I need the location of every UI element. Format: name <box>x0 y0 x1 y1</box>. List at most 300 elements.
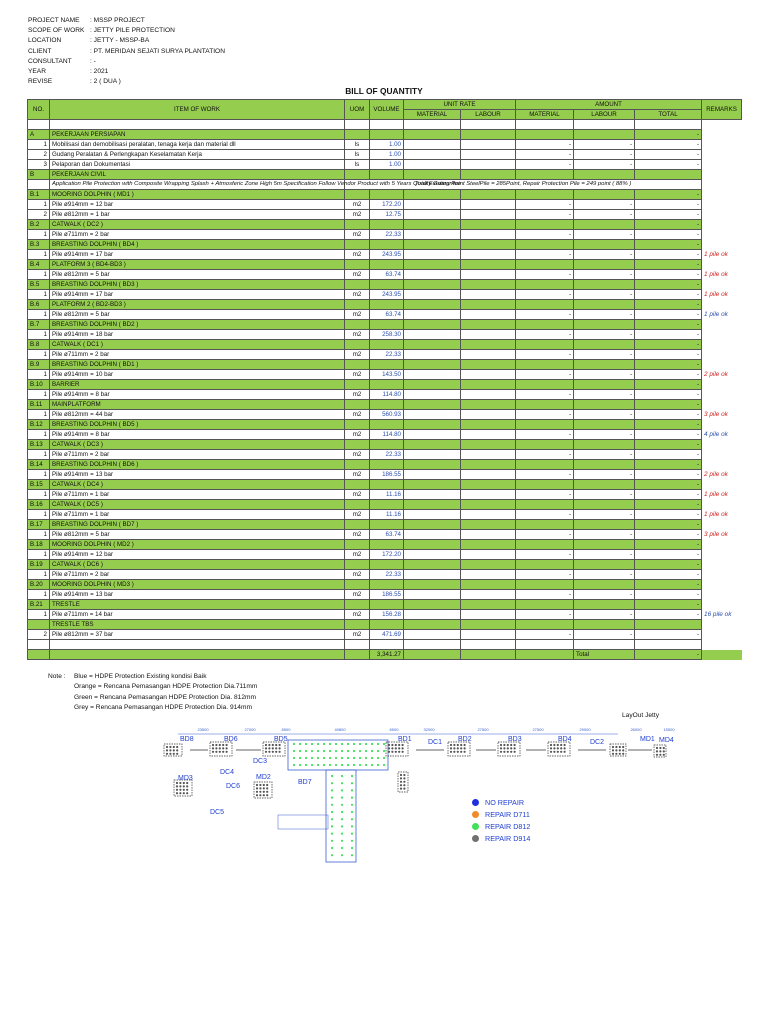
section-no: B.4 <box>28 260 50 270</box>
section-cell <box>516 520 574 530</box>
remarks-cell <box>702 500 742 510</box>
structure-label: BD4 <box>558 736 572 743</box>
amount-total: - <box>635 530 702 540</box>
amount-material: - <box>516 470 574 480</box>
section-cell <box>574 600 635 610</box>
item-volume: 156.28 <box>370 610 404 620</box>
pile-dot <box>365 757 367 759</box>
pile-dot <box>553 751 555 753</box>
blank-cell <box>516 640 574 650</box>
spec-text: Application Pile Protection with Composite Wrapping Splash + Atmosferic Zone High 5m Specification Follow Vendor Product with 5 Years Quality Guarantee <box>50 180 345 190</box>
pile-dot <box>311 750 313 752</box>
item-uom: m2 <box>345 450 370 460</box>
pile-dot <box>663 754 665 756</box>
structure-label: BD3 <box>508 736 522 743</box>
section-cell <box>370 600 404 610</box>
pile-dot <box>305 757 307 759</box>
pile-dot <box>377 750 379 752</box>
section-cell <box>461 380 516 390</box>
section-title: BREASTING DOLPHIN ( BD5 ) <box>50 420 345 430</box>
remarks-cell <box>702 120 742 130</box>
pile-dot <box>299 764 301 766</box>
section-no: A <box>28 130 50 140</box>
item-no: 1 <box>28 330 50 340</box>
amount-labour: - <box>574 530 635 540</box>
col-rate-material: MATERIAL <box>404 110 461 120</box>
amount-material: - <box>516 160 574 170</box>
section-cell <box>345 500 370 510</box>
pile-dot <box>663 750 665 752</box>
pile-dot <box>259 787 261 789</box>
pile-dot <box>275 747 277 749</box>
section-no: B.15 <box>28 480 50 490</box>
rate-labour <box>461 310 516 320</box>
legend-item <box>472 808 530 820</box>
section-cell <box>574 340 635 350</box>
pile-dot <box>612 749 614 751</box>
remarks-cell <box>702 600 742 610</box>
section-cell <box>404 400 461 410</box>
pile-dot <box>347 750 349 752</box>
amount-total: - <box>635 490 702 500</box>
item-no: 1 <box>28 550 50 560</box>
section-cell <box>370 360 404 370</box>
pile-dot <box>263 784 265 786</box>
section-cell <box>345 280 370 290</box>
pile-dot <box>173 746 175 748</box>
remarks-cell <box>702 480 742 490</box>
header-key: REVISE <box>28 78 53 86</box>
pile-dot <box>353 750 355 752</box>
section-cell <box>574 280 635 290</box>
note-line <box>48 682 257 692</box>
section-cell <box>574 320 635 330</box>
section-cell <box>516 300 574 310</box>
amount-material: - <box>516 270 574 280</box>
table-row <box>28 150 742 160</box>
amount-labour: - <box>574 430 635 440</box>
item-volume: 114.80 <box>370 390 404 400</box>
section-cell <box>516 500 574 510</box>
pile-dot <box>615 746 617 748</box>
pile-dot <box>329 743 331 745</box>
rate-labour <box>461 510 516 520</box>
pile-dot <box>331 811 333 813</box>
section-cell <box>574 440 635 450</box>
section-total: - <box>635 360 702 370</box>
rate-material <box>404 430 461 440</box>
pile-dot <box>305 750 307 752</box>
rate-labour <box>461 160 516 170</box>
section-cell <box>516 620 574 630</box>
remarks-cell <box>702 130 742 140</box>
col-no: NO. <box>28 100 50 120</box>
item-description: Pile ø711mm = 2 bar <box>50 450 345 460</box>
item-volume: 471.69 <box>370 630 404 640</box>
note-line <box>48 703 257 713</box>
pile-dot <box>395 744 397 746</box>
item-volume: 143.50 <box>370 370 404 380</box>
blank-cell <box>574 640 635 650</box>
section-cell <box>516 540 574 550</box>
amount-labour: - <box>574 470 635 480</box>
section-cell <box>461 190 516 200</box>
section-row <box>28 170 742 180</box>
section-total: - <box>635 380 702 390</box>
section-cell <box>404 300 461 310</box>
rate-material <box>404 550 461 560</box>
amount-material: - <box>516 140 574 150</box>
pile-dot <box>450 744 452 746</box>
rate-material <box>404 490 461 500</box>
pile-dot <box>353 764 355 766</box>
pile-dot <box>266 794 268 796</box>
pile-dot <box>371 750 373 752</box>
item-description: Pile ø711mm = 2 bar <box>50 570 345 580</box>
pile-dot <box>335 757 337 759</box>
section-cell <box>345 260 370 270</box>
header-key: PROJECT NAME <box>28 17 80 24</box>
pile-dot <box>341 811 343 813</box>
amount-labour: - <box>574 630 635 640</box>
section-cell <box>404 620 461 630</box>
section-cell <box>516 440 574 450</box>
legend-label: NO REPAIR <box>485 797 525 807</box>
blank-cell <box>28 640 50 650</box>
section-no: B.1 <box>28 190 50 200</box>
amount-total: - <box>635 510 702 520</box>
rate-material <box>404 610 461 620</box>
item-description: Gudang Peralatan & Perlengkapan Keselamatan Kerja <box>50 150 345 160</box>
table-row <box>28 330 742 340</box>
pile-dot <box>279 744 281 746</box>
dimension-label: 27500 <box>532 727 544 732</box>
section-total: - <box>635 600 702 610</box>
pile-dot <box>550 751 552 753</box>
section-cell <box>461 320 516 330</box>
pile-dot <box>341 818 343 820</box>
rate-labour <box>461 570 516 580</box>
item-description: Pile ø914mm = 17 bar <box>50 250 345 260</box>
pile-dot <box>341 833 343 835</box>
section-title: MAINPLATFORM <box>50 400 345 410</box>
section-cell <box>574 130 635 140</box>
pile-dot <box>400 774 402 776</box>
amount-labour: - <box>574 160 635 170</box>
section-cell <box>345 620 370 630</box>
header-row <box>28 36 388 46</box>
pile-dot <box>173 749 175 751</box>
section-cell <box>461 170 516 180</box>
legend-dot-icon <box>472 835 479 842</box>
section-cell <box>574 620 635 630</box>
section-cell <box>370 440 404 450</box>
pile-dot <box>659 747 661 749</box>
remarks-cell: 4 pile ok <box>704 431 728 438</box>
section-cell <box>345 560 370 570</box>
notes <box>48 672 257 714</box>
table-row <box>28 140 742 150</box>
pile-dot <box>256 787 258 789</box>
pile-dot <box>215 751 217 753</box>
section-no: B.3 <box>28 240 50 250</box>
col-amount: AMOUNT <box>516 100 702 110</box>
section-cell <box>516 600 574 610</box>
table-row <box>28 210 742 220</box>
section-row <box>28 300 742 310</box>
amount-material: - <box>516 610 574 620</box>
pile-dot <box>268 744 270 746</box>
pile-dot <box>403 784 405 786</box>
section-total: - <box>635 540 702 550</box>
pile-dot <box>359 743 361 745</box>
item-no: 1 <box>28 270 50 280</box>
pile-dot <box>317 743 319 745</box>
pile-dot <box>359 764 361 766</box>
item-description: Pile ø914mm = 17 bar <box>50 290 345 300</box>
amount-material: - <box>516 530 574 540</box>
pile-dot <box>453 751 455 753</box>
remarks-cell <box>702 390 742 400</box>
item-volume: 243.95 <box>370 250 404 260</box>
rate-material <box>404 210 461 220</box>
section-cell <box>370 220 404 230</box>
total-volume: 3,341.27 <box>370 650 404 660</box>
pile-dot <box>391 751 393 753</box>
amount-total: - <box>635 570 702 580</box>
section-cell <box>574 190 635 200</box>
pile-dot <box>335 764 337 766</box>
section-total: - <box>635 480 702 490</box>
section-row <box>28 340 742 350</box>
remarks-cell <box>702 400 742 410</box>
item-uom: m2 <box>345 250 370 260</box>
item-uom: m2 <box>345 210 370 220</box>
rate-labour <box>461 630 516 640</box>
section-cell <box>345 220 370 230</box>
section-cell <box>345 540 370 550</box>
rate-material <box>404 530 461 540</box>
pile-dot <box>359 750 361 752</box>
item-no: 1 <box>28 290 50 300</box>
pile-dot <box>311 764 313 766</box>
remarks-cell <box>702 210 742 220</box>
section-title: CATWALK ( DC4 ) <box>50 480 345 490</box>
section-cell <box>370 560 404 570</box>
amount-total: - <box>635 450 702 460</box>
structure-label: MD4 <box>659 737 674 744</box>
item-no: 1 <box>28 450 50 460</box>
layout-title: LayOut Jetty <box>622 712 660 719</box>
section-cell <box>404 260 461 270</box>
item-description: Pelaporan dan Dokumentasi <box>50 160 345 170</box>
section-cell <box>404 600 461 610</box>
section-title: MOORING DOLPHIN ( MD1 ) <box>50 190 345 200</box>
item-no: 2 <box>28 630 50 640</box>
table-row <box>28 470 742 480</box>
pile-dot <box>402 744 404 746</box>
pile-dot <box>341 825 343 827</box>
section-no: B.8 <box>28 340 50 350</box>
pile-dot <box>510 751 512 753</box>
rate-labour <box>461 470 516 480</box>
pile-dot <box>391 747 393 749</box>
remarks-cell <box>702 200 742 210</box>
amount-material: - <box>516 630 574 640</box>
pile-dot <box>293 743 295 745</box>
pile-dot <box>371 743 373 745</box>
rate-material <box>404 390 461 400</box>
structure-label: BD1 <box>398 736 412 743</box>
section-cell <box>404 480 461 490</box>
pile-dot <box>553 747 555 749</box>
amount-labour: - <box>574 330 635 340</box>
section-cell <box>404 220 461 230</box>
dimension-label: 26000 <box>630 727 642 732</box>
item-no: 1 <box>28 490 50 500</box>
pile-dot <box>317 764 319 766</box>
pile-dot <box>351 804 353 806</box>
item-description: Pile ø914mm = 12 bar <box>50 550 345 560</box>
pile-dot <box>460 751 462 753</box>
pile-dot <box>398 744 400 746</box>
spec-no <box>28 180 50 190</box>
item-volume: 172.20 <box>370 200 404 210</box>
pile-dot <box>219 747 221 749</box>
pile-dot <box>351 833 353 835</box>
section-cell <box>370 620 404 630</box>
remarks-cell <box>702 140 742 150</box>
section-row <box>28 240 742 250</box>
amount-material: - <box>516 330 574 340</box>
pile-dot <box>341 750 343 752</box>
pile-dot <box>510 744 512 746</box>
pile-dot <box>388 744 390 746</box>
dimension-label: 49800 <box>334 727 346 732</box>
item-no: 1 <box>28 230 50 240</box>
rate-material <box>404 370 461 380</box>
section-cell <box>370 520 404 530</box>
item-description: Pile ø812mm = 37 bar <box>50 630 345 640</box>
amount-labour: - <box>574 390 635 400</box>
pile-dot <box>215 744 217 746</box>
table-row <box>28 160 742 170</box>
structure-label: BD8 <box>180 736 194 743</box>
pile-dot <box>169 746 171 748</box>
col-unit-rate: UNIT RATE <box>404 100 516 110</box>
item-uom: ls <box>345 160 370 170</box>
pile-dot <box>341 789 343 791</box>
col-uom: UOM <box>345 100 370 120</box>
pile-dot <box>351 811 353 813</box>
table-row <box>28 250 742 260</box>
total-blank <box>345 650 370 660</box>
blank-cell <box>404 120 461 130</box>
section-total: - <box>635 420 702 430</box>
amount-labour: - <box>574 150 635 160</box>
section-title: CATWALK ( DC1 ) <box>50 340 345 350</box>
pile-dot <box>226 751 228 753</box>
table-row <box>28 450 742 460</box>
pile-dot <box>266 791 268 793</box>
total-blank <box>28 650 50 660</box>
amount-labour: - <box>574 290 635 300</box>
section-row <box>28 540 742 550</box>
diagram-legend <box>472 796 530 844</box>
pile-dot <box>550 744 552 746</box>
rate-material <box>404 160 461 170</box>
section-cell <box>574 240 635 250</box>
pile-dot <box>305 764 307 766</box>
amount-labour: - <box>574 210 635 220</box>
remarks-cell <box>702 340 742 350</box>
pile-dot <box>259 791 261 793</box>
pile-dot <box>619 753 621 755</box>
section-cell <box>370 300 404 310</box>
blank-cell <box>461 120 516 130</box>
section-total: - <box>635 520 702 530</box>
section-cell <box>404 420 461 430</box>
section-cell <box>516 280 574 290</box>
pile-dot <box>514 744 516 746</box>
rate-labour <box>461 610 516 620</box>
pile-dot <box>398 751 400 753</box>
item-uom: m2 <box>345 610 370 620</box>
header-key: CLIENT <box>28 47 52 55</box>
pile-dot <box>335 750 337 752</box>
legend-label: REPAIR D812 <box>485 821 531 831</box>
pile-dot <box>351 847 353 849</box>
amount-material: - <box>516 290 574 300</box>
boq-title: BILL OF QUANTITY <box>345 86 423 96</box>
pile-dot <box>557 747 559 749</box>
section-title: BREASTING DOLPHIN ( BD4 ) <box>50 240 345 250</box>
pile-dot <box>403 774 405 776</box>
pile-dot <box>341 847 343 849</box>
pile-dot <box>331 789 333 791</box>
section-row <box>28 360 742 370</box>
section-cell <box>345 520 370 530</box>
pile-dot <box>268 747 270 749</box>
pile-dot <box>331 825 333 827</box>
rate-material <box>404 310 461 320</box>
remarks-cell: 1 pile ok <box>704 251 728 258</box>
blank-cell <box>50 640 345 650</box>
pile-dot <box>503 747 505 749</box>
section-cell <box>404 460 461 470</box>
blank-cell <box>345 640 370 650</box>
dimension-label: 15500 <box>663 727 675 732</box>
section-total: - <box>635 300 702 310</box>
header-value: : JETTY - MSSP-BA <box>90 37 150 45</box>
section-cell <box>516 130 574 140</box>
blank-cell <box>404 640 461 650</box>
pile-dot <box>341 764 343 766</box>
section-no: B.21 <box>28 600 50 610</box>
header-key: YEAR <box>28 67 46 75</box>
amount-material: - <box>516 510 574 520</box>
pile-dot <box>371 757 373 759</box>
note-line <box>48 672 257 682</box>
section-no: B.20 <box>28 580 50 590</box>
remarks-cell <box>702 440 742 450</box>
item-no: 1 <box>28 470 50 480</box>
legend-dot-icon <box>472 811 479 818</box>
section-row <box>28 480 742 490</box>
pile-dot <box>377 757 379 759</box>
item-description: Pile ø711mm = 1 bar <box>50 510 345 520</box>
rate-labour <box>461 530 516 540</box>
